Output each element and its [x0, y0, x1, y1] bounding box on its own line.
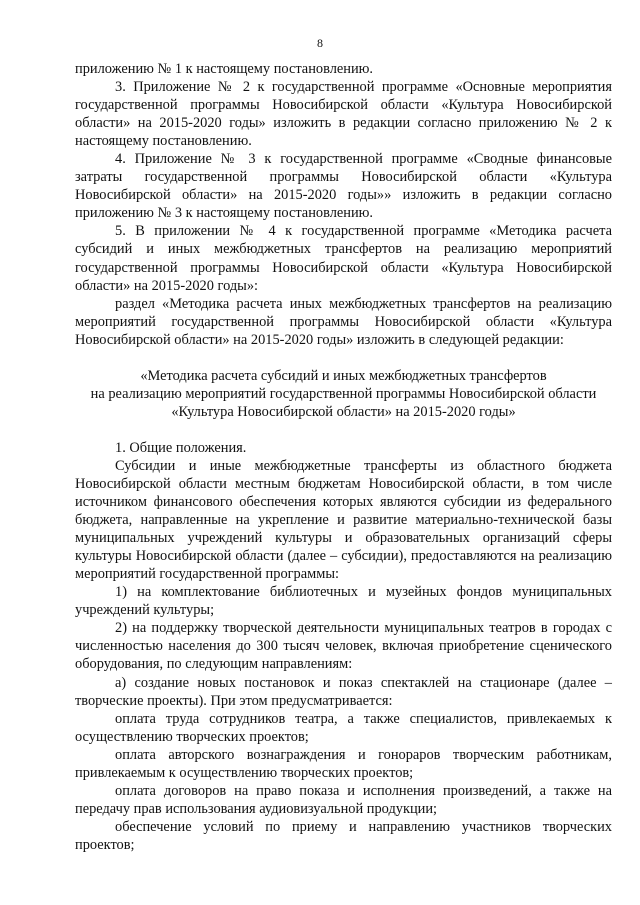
section-heading: 1. Общие положения.: [115, 439, 247, 456]
list-item: оплата труда сотрудников театра, а также специалистов, привлекаемых к осуществлению творческих проектов;: [75, 710, 612, 745]
page-number: 8: [317, 36, 323, 50]
list-item: а) создание новых постановок и показ спектаклей на стационаре (далее – творческие проекты). При этом предусматривается:: [75, 674, 612, 709]
list-item: 1) на комплектование библиотечных и музейных фондов муниципальных учреждений культуры;: [75, 584, 612, 619]
paragraph: раздел «Методика расчета иных межбюджетных трансфертов на реализацию мероприятий государственной программы Новосибирской области «Культура Новосибирской области» на 2015-2020 годы» изложить в следующей редакции:: [75, 295, 612, 348]
section-title-line: «Культура Новосибирской области» на 2015-2020 годы»: [171, 403, 516, 420]
paragraph: 5. В приложении № 4 к государственной программе «Методика расчета субсидий и иных межбюджетных трансфертов на реализацию мероприятий государственной программы Новосибирской области «Культура Новосибирской области» на 2015-2020 годы»:: [75, 223, 612, 294]
paragraph: 4. Приложение № 3 к государственной программе «Сводные финансовые затраты государственной программы Новосибирской области «Культура Новосибирской области» на 2015-2020 годы»» изложить в редакции согласно приложению № 3 к настоящему постановлению.: [75, 151, 612, 222]
list-item: оплата договоров на право показа и исполнения произведений, а также на передачу прав использования аудиовизуальной продукции;: [75, 782, 612, 817]
list-item: обеспечение условий по приему и направлению участников творческих проектов;: [75, 818, 612, 853]
document-body: [75, 60, 612, 854]
list-item: оплата авторского вознаграждения и гонораров творческим работникам, привлекаемым к осуществлению творческих проектов;: [75, 746, 612, 781]
section-title-line: «Методика расчета субсидий и иных межбюджетных трансфертов: [140, 367, 547, 384]
list-item: 2) на поддержку творческой деятельности муниципальных театров в городах с численностью населения до 300 тысяч человек, включая приобретение сценического оборудования, по следующим направлениям:: [75, 620, 612, 673]
section-title: [75, 367, 612, 421]
paragraph: 3. Приложение № 2 к государственной программе «Основные мероприятия государственной программы Новосибирской области «Культура Новосибирской области» на 2015-2020 годы» изложить в редакции согласно приложению № 2 к настоящему постановлению.: [75, 79, 612, 150]
section-title-line: на реализацию мероприятий государственной программы Новосибирской области: [90, 385, 597, 402]
paragraph: Субсидии и иные межбюджетные трансферты из областного бюджета Новосибирской области местным бюджетам Новосибирской области, в том числе источником финансового обеспечения которых являются субсидии из федерального бюджета, направленные на укрепление и развитие материально-технической базы муниципальных учреждений культуры и образовательных организаций сферы культуры Новосибирской области (далее – субсидии), предоставляются на реализацию мероприятий государственной программы:: [75, 457, 612, 583]
paragraph: приложению № 1 к настоящему постановлению.: [75, 61, 374, 77]
